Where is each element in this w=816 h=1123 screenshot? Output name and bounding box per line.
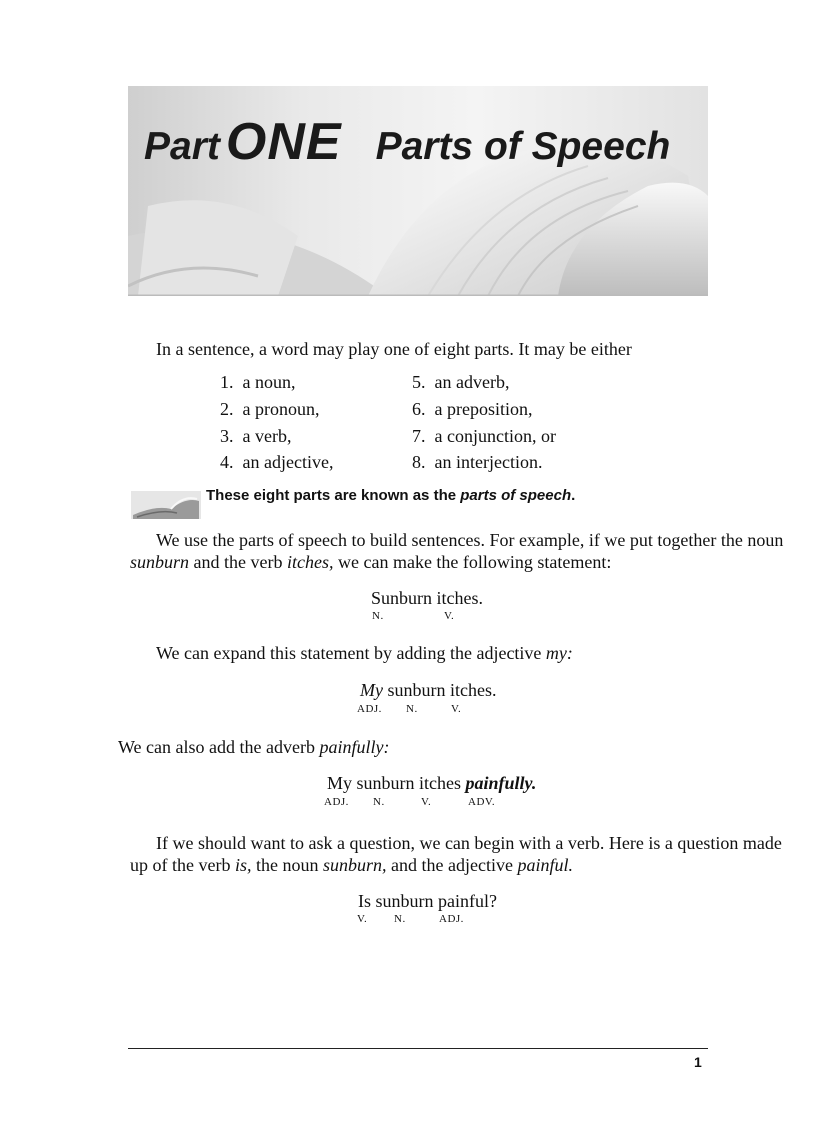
list-item: 6. a preposition, (412, 399, 533, 419)
example-sentence: Is sunburn painful? (358, 891, 497, 911)
intro-paragraph: In a sentence, a word may play one of eight parts. It may be either (156, 339, 632, 359)
example-sentence: My sunburn itches painfully. (327, 773, 537, 793)
example-sentence: My sunburn itches. (360, 680, 497, 700)
pos-label: ADJ. (439, 913, 464, 925)
part-word: Part (144, 125, 220, 168)
paragraph-line: up of the verb is, the noun sunburn, and the adjective painful. (130, 855, 573, 875)
pos-label: N. (406, 703, 418, 715)
pos-label: ADV. (468, 796, 496, 808)
pos-label: ADJ. (357, 703, 382, 715)
list-item: 2. a pronoun, (220, 399, 320, 419)
list-item: 4. an adjective, (220, 452, 334, 472)
pos-label: V. (444, 610, 455, 622)
pos-label: N. (373, 796, 385, 808)
paragraph-line: We use the parts of speech to build sentences. For example, if we put together the noun (156, 530, 784, 550)
tip-callout: These eight parts are known as the parts of speech. (206, 487, 576, 504)
pos-label: N. (394, 913, 406, 925)
chapter-title (144, 112, 670, 172)
part-number: ONE (225, 113, 342, 171)
page-number: 1 (694, 1054, 702, 1070)
pos-label: V. (357, 913, 368, 925)
list-item: 1. a noun, (220, 372, 296, 392)
pos-label: V. (421, 796, 432, 808)
footer-rule (128, 1048, 708, 1049)
example-sentence: Sunburn itches. (371, 588, 483, 608)
chapter-banner (128, 86, 708, 296)
list-item: 7. a conjunction, or (412, 426, 556, 446)
paragraph-line: We can expand this statement by adding the adjective my: (156, 643, 573, 663)
paragraph-line: sunburn and the verb itches, we can make the following statement: (130, 552, 612, 572)
list-item: 5. an adverb, (412, 372, 510, 392)
list-item: 8. an interjection. (412, 452, 543, 472)
pos-label: V. (451, 703, 462, 715)
paragraph-line: If we should want to ask a question, we can begin with a verb. Here is a question made (156, 833, 782, 853)
list-item: 3. a verb, (220, 426, 292, 446)
paragraph-line: We can also add the adverb painfully: (118, 737, 390, 757)
book-icon (131, 491, 201, 519)
pos-label: ADJ. (324, 796, 349, 808)
pos-label: N. (372, 610, 384, 622)
part-title: Parts of Speech (375, 125, 671, 168)
